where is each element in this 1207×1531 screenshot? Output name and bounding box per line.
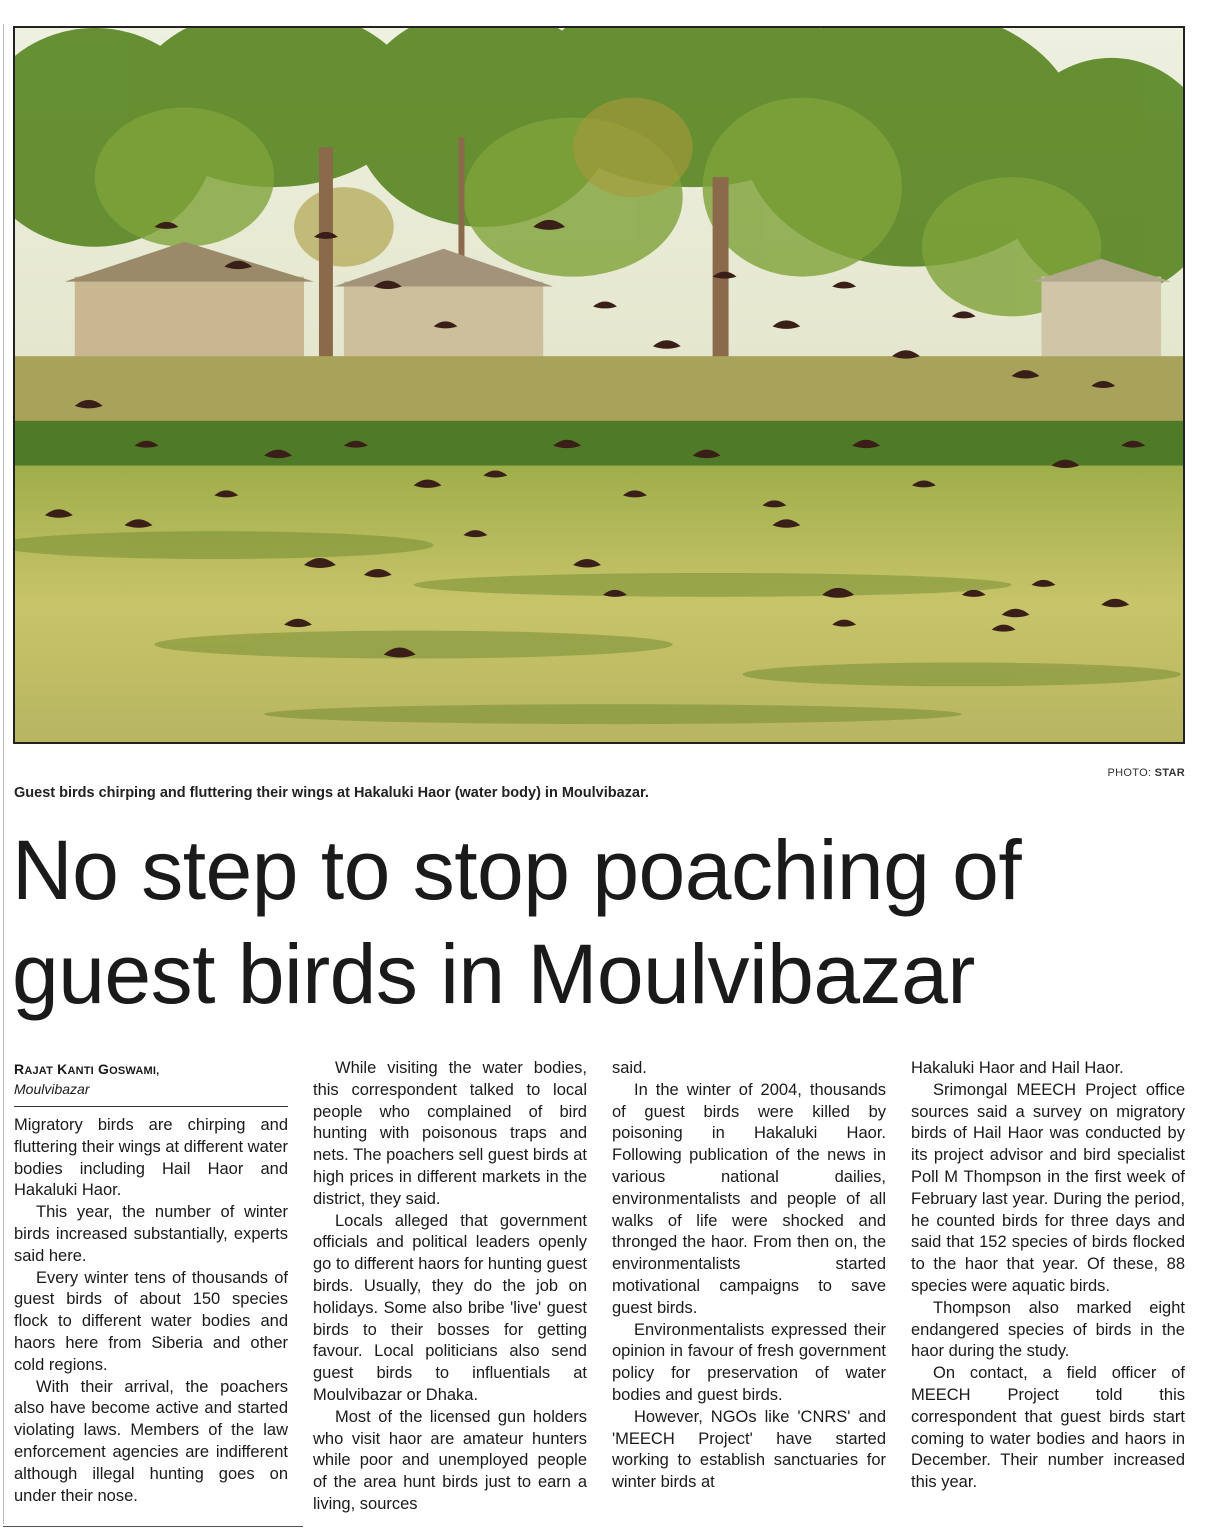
byline-author: RAJAT KANTI GOSWAMI, xyxy=(14,1061,160,1077)
paragraph: Migratory birds are chirping and fluttering their wings at different water bodies including Hail Haor and Hakaluki Haor. xyxy=(14,1116,288,1200)
paragraph: Most of the licensed gun holders who visit haor are amateur hunters while poor and unemployed people of the area hunt birds just to earn a living, sources xyxy=(313,1407,587,1513)
article-column-4 xyxy=(911,1058,1185,1494)
article-column-2 xyxy=(313,1058,587,1516)
paragraph: With their arrival, the poachers also have become active and started violating laws. Members of the law enforcement agencies are indifferent although illegal hunting goes on under their nose. xyxy=(14,1377,288,1505)
paragraph: This year, the number of winter birds increased substantially, experts said here. xyxy=(14,1203,288,1265)
paragraph: Every winter tens of thousands of guest birds of about 150 species flock to different water bodies and haors here from Siberia and other cold regions. xyxy=(14,1268,288,1374)
photo-credit xyxy=(1108,767,1185,779)
headline xyxy=(12,818,1202,1026)
article-column-3 xyxy=(612,1058,886,1494)
photo-credit-label: PHOTO: xyxy=(1107,767,1152,779)
paragraph: said. xyxy=(612,1059,647,1077)
paragraph: While visiting the water bodies, this correspondent talked to local people who complained of bird hunting with poisonous traps and nets. The poachers sell guest birds at high prices in different markets in the district, they said. xyxy=(313,1059,587,1208)
bottom-rule xyxy=(3,1526,303,1527)
byline-place: Moulvibazar xyxy=(14,1080,288,1107)
photo-caption: Guest birds chirping and fluttering their wings at Hakaluki Haor (water body) in Moulvibazar. xyxy=(14,785,649,801)
paragraph: Environmentalists expressed their opinion in favour of fresh government policy for preservation of water bodies and guest birds. xyxy=(612,1320,886,1404)
photo-credit-source: STAR xyxy=(1154,767,1185,779)
paragraph: Locals alleged that government officials and political leaders openly go to different haors for hunting guest birds. Usually, they do the job on holidays. Some also bribe 'live' guest birds to their bosses for getting favour. Local politicians also send guest birds to influentials at Moulvibazar or Dhaka. xyxy=(313,1211,587,1404)
bird-flock-photo xyxy=(15,28,1183,742)
paragraph: Srimongal MEECH Project office sources said a survey on migratory birds of Hail Haor was conducted by its project advisor and bird specialist Poll M Thompson in the first week of February last year. During the period, he counted birds for three days and said that 152 species of birds flocked to the haor that year. Of these, 88 species were aquatic birds. xyxy=(911,1080,1185,1295)
left-column-rule xyxy=(3,24,4,1524)
headline-line-1: No step to stop poaching of xyxy=(12,823,1022,917)
paragraph: Thompson also marked eight endangered species of birds in the haor during the study. xyxy=(911,1298,1185,1361)
news-photo xyxy=(13,26,1185,744)
paragraph: Hakaluki Haor and Hail Haor. xyxy=(911,1059,1124,1077)
paragraph: On contact, a field officer of MEECH Project told this correspondent that guest birds start coming to water bodies and haors in December. Their number increased this year. xyxy=(911,1364,1185,1492)
paragraph: However, NGOs like 'CNRS' and 'MEECH Project' have started working to establish sanctuaries for winter birds at xyxy=(612,1407,886,1492)
headline-line-2: guest birds in Moulvibazar xyxy=(12,927,975,1021)
article-column-1 xyxy=(14,1058,288,1507)
paragraph: In the winter of 2004, thousands of guest birds were killed by poisoning in Hakaluki Haor. Following publication of the news in various national dailies, environmentalists and people of all walks of life were shocked and thronged the haor. From then on, the environmentalists started motivational campaigns to save guest birds. xyxy=(612,1080,886,1317)
